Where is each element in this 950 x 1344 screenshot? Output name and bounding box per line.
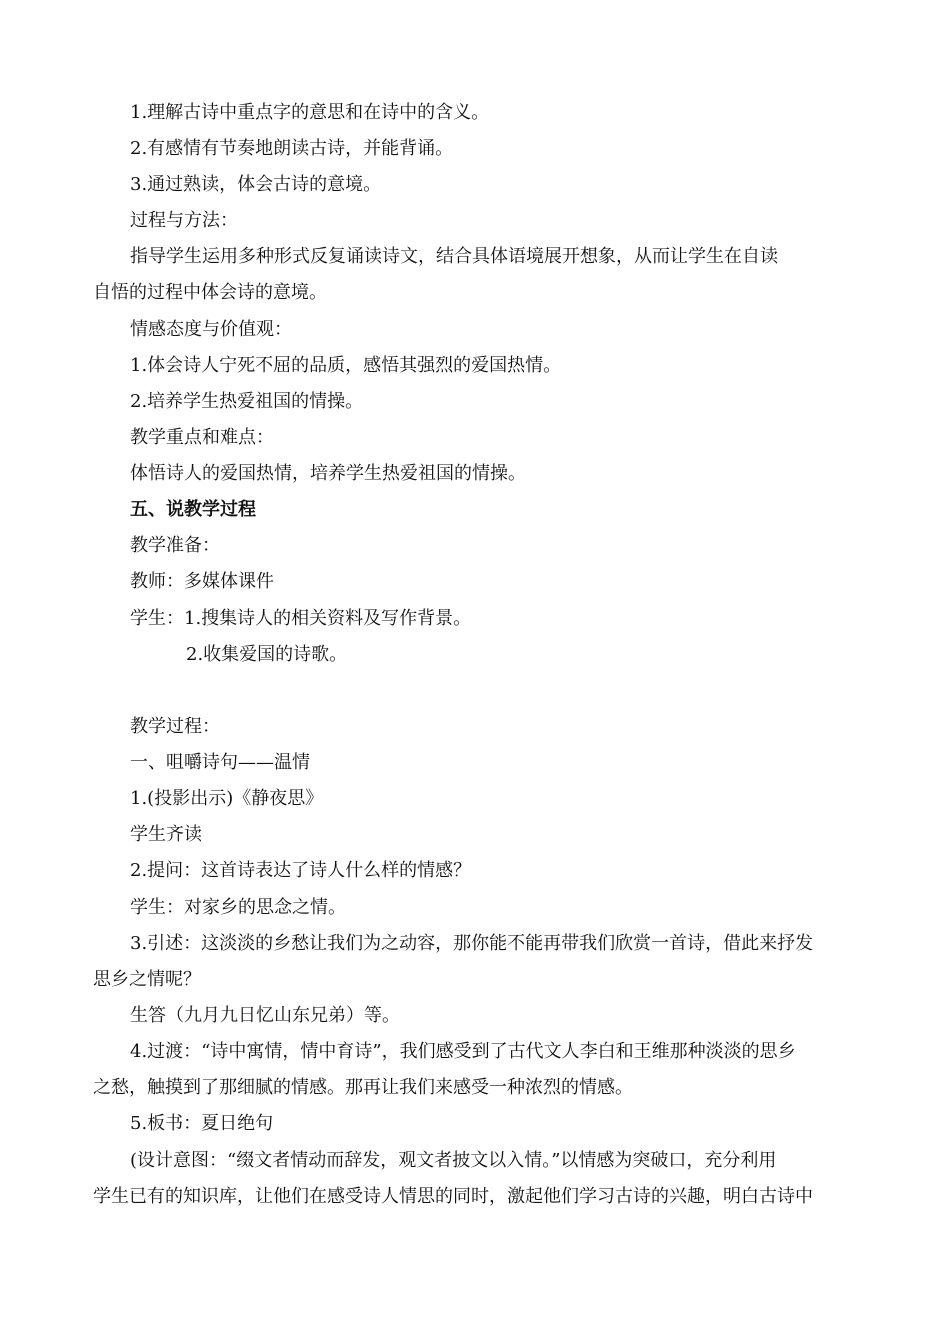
student-preparation-1: 学生：1.搜集诗人的相关资料及写作背景。 xyxy=(130,608,472,629)
step-item-continued: 思乡之情呢？ xyxy=(93,969,201,990)
step-item: 5.板书：夏日绝句 xyxy=(130,1113,274,1134)
paragraph-line: 指导学生运用多种形式反复诵读诗文，结合具体语境展开想象，从而让学生在自读 xyxy=(130,246,778,267)
section-label-emotion-values: 情感态度与价值观： xyxy=(130,319,292,340)
design-intent-paragraph: (设计意图：“缀文者情动而辞发，观文者披文以入情。”以情感为突破口，充分利用 xyxy=(130,1150,777,1171)
section-label-key-points: 教学重点和难点： xyxy=(130,427,274,448)
section-label-process-method: 过程与方法： xyxy=(130,210,238,231)
emotion-objective-1: 1.体会诗人宁死不屈的品质，感悟其强烈的爱国热情。 xyxy=(130,355,562,376)
paragraph-line: 自悟的过程中体会诗的意境。 xyxy=(93,282,327,303)
step-item: 3.引述：这淡淡的乡愁让我们为之动容，那你能不能再带我们欣赏一首诗，借此来抒发 xyxy=(130,933,814,954)
step-heading: 一、咀嚼诗句——温情 xyxy=(130,752,310,773)
step-item: 2.提问：这首诗表达了诗人什么样的情感？ xyxy=(130,860,472,881)
objective-3: 3.通过熟读，体会古诗的意境。 xyxy=(130,174,382,195)
emotion-objective-2: 2.培养学生热爱祖国的情操。 xyxy=(130,391,364,412)
step-item-continued: 之愁，触摸到了那细腻的情感。那再让我们来感受一种浓烈的情感。 xyxy=(93,1077,633,1098)
key-points-text: 体悟诗人的爱国热情，培养学生热爱祖国的情操。 xyxy=(130,463,526,484)
section-heading-teaching-process: 五、说教学过程 xyxy=(130,499,256,520)
student-preparation-2: 2.收集爱国的诗歌。 xyxy=(186,644,348,665)
step-item: 学生：对家乡的思念之情。 xyxy=(130,897,346,918)
section-label-preparation: 教学准备： xyxy=(130,535,220,556)
step-item: 1.(投影出示)《静夜思》 xyxy=(130,788,324,809)
teacher-preparation: 教师：多媒体课件 xyxy=(130,571,274,592)
step-item: 4.过渡：“诗中寓情，情中育诗”，我们感受到了古代文人李白和王维那种淡淡的思乡 xyxy=(130,1041,796,1062)
objective-1: 1.理解古诗中重点字的意思和在诗中的含义。 xyxy=(130,102,490,123)
objective-2: 2.有感情有节奏地朗读古诗，并能背诵。 xyxy=(130,138,454,159)
step-item: 生答（九月九日忆山东兄弟）等。 xyxy=(130,1005,400,1026)
design-intent-paragraph-continued: 学生已有的知识库，让他们在感受诗人情思的同时，激起他们学习古诗的兴趣，明白古诗中 xyxy=(93,1186,813,1207)
section-label-teaching-steps: 教学过程： xyxy=(130,716,220,737)
step-item: 学生齐读 xyxy=(130,824,202,845)
